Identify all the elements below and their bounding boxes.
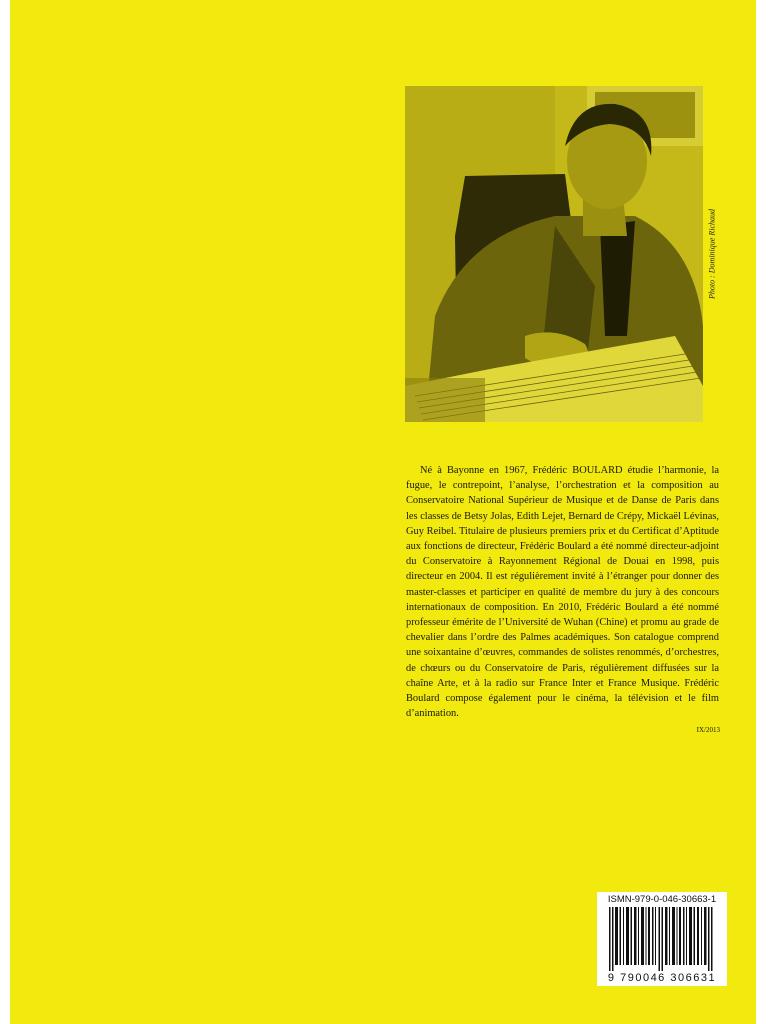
date-code: IX/2013 (696, 726, 720, 734)
barcode-digits: 9 790046 306631 (607, 972, 717, 984)
composer-biography: Né à Bayonne en 1967, Frédéric BOULARD étudie l’harmonie, la fugue, le contrepoint, l’analyse, l’orchestration et la composition au Conservatoire National Supérieur de Musique et de Danse de Paris dans les classes de Betsy Jolas, Edith Lejet, Bernard de Crépy, Mickaël Lévinas, Guy Reibel. Titulaire de plusieurs premiers prix et du Certificat d’Aptitude aux fonctions de directeur, Frédéric Boulard a été nommé directeur-adjoint du Conservatoire à Rayonnement Régional de Douai en 1998, puis directeur en 2004. Il est régulièrement invité à l’étranger pour donner des master-classes et participer en qualité de membre du jury à des concours internationaux de composition. En 2010, Frédéric Boulard a été nommé professeur émérite de l’Université de Wuhan (Chine) et promu au grade de chevalier dans l’ordre des Palmes académiques. Son catalogue comprend une soixantaine d’œuvres, commandes de solistes renommés, d’orchestres, de chœurs ou du Conservatoire de Paris, régulièrement diffusées sur la chaîne Arte, et à la radio sur France Inter et France Musique. Frédéric Boulard compose également pour le cinéma, la télévision et le film d’animation. (406, 465, 719, 720)
composer-photo (405, 86, 703, 422)
barcode-bars (609, 907, 715, 971)
photo-credit (705, 86, 719, 422)
barcode (597, 892, 727, 986)
photo-credit-text: Photo : Dominique Richaud (707, 209, 717, 299)
ismn-label: ISMN-979-0-046-30663-1 (607, 894, 717, 905)
